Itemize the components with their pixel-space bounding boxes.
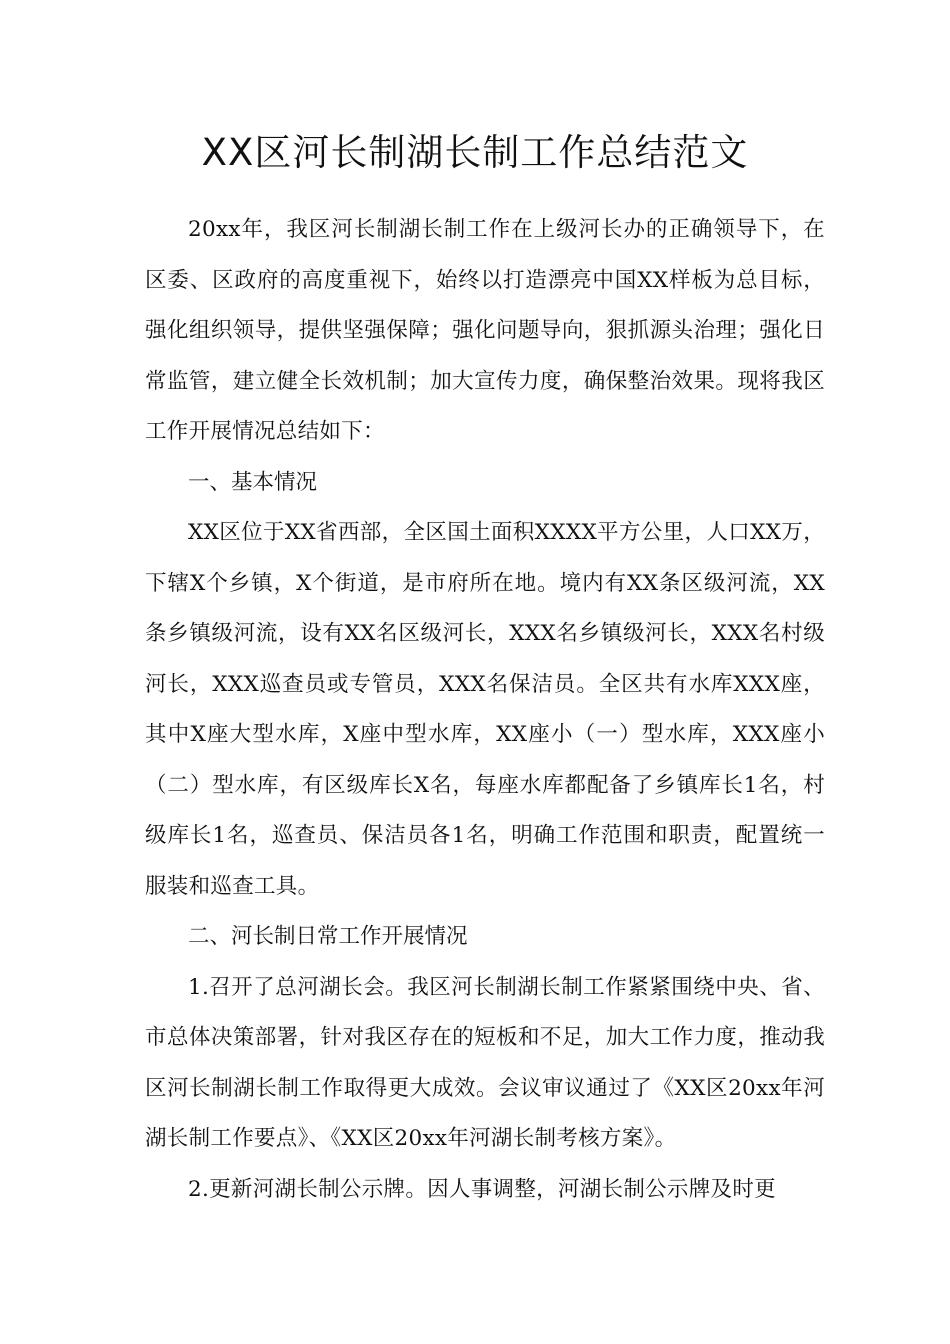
- item-1-paragraph: 1.召开了总河湖长会。我区河长制湖长制工作紧紧围绕中央、省、市总体决策部署，针对我区存在的短板和不足，加大工作力度，推动我区河长制湖长制工作取得更大成效。会议审议通过了《XX区20xx年河湖长制工作要点》、《XX区20xx年河湖长制考核方案》。: [145, 974, 825, 1151]
- section-heading-basic: 一、基本情况: [188, 469, 318, 495]
- section-heading-daily-work: 二、河长制日常工作开展情况: [188, 924, 468, 949]
- item-2-paragraph: 2.更新河湖长制公示牌。因人事调整，河湖长制公示牌及时更: [188, 1176, 776, 1202]
- intro-paragraph: 20xx年，我区河长制湖长制工作在上级河长办的正确领导下，在区委、区政府的高度重视下，始终以打造漂亮中国XX样板为总目标，强化组织领导，提供坚强保障；强化问题导向，狠抓源头治理；强化日常监管，建立健全长效机制；加大宣传力度，确保整治效果。现将我区工作开展情况总结如下：: [145, 217, 825, 444]
- basic-info-paragraph: XX区位于XX省西部，全区国土面积XXXX平方公里，人口XX万，下辖X个乡镇，X个街道，是市府所在地。境内有XX条区级河流，XX条乡镇级河流，设有XX名区级河长，XXX名乡镇级河长，XXX名村级河长，XXX巡查员或专管员，XXX名保洁员。全区共有水库XXX座，其中X座大型水库，X座中型水库，XX座小（一）型水库，XXX座小（二）型水库，有区级库长X名，每座水库都配备了乡镇库长1名，村级库长1名，巡查员、保洁员各1名，明确工作范围和职责，配置统一服装和巡查工具。: [145, 520, 825, 899]
- document-body: [145, 205, 825, 1215]
- document-title: XX区河长制湖长制工作总结范文: [201, 131, 749, 174]
